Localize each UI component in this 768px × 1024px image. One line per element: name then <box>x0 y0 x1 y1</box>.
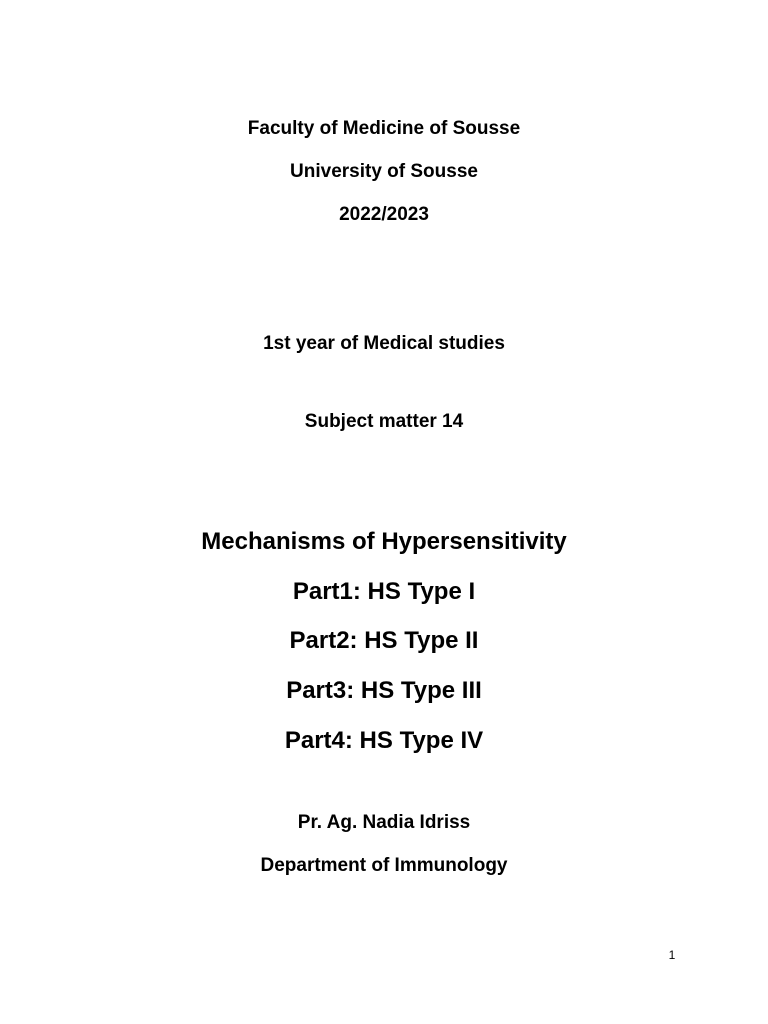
part-4-title: Part4: HS Type IV <box>284 727 484 754</box>
department-name: Department of Immunology <box>260 855 508 876</box>
study-year: 1st year of Medical studies <box>263 333 505 354</box>
page-number: 1 <box>668 948 676 962</box>
academic-year: 2022/2023 <box>339 204 429 225</box>
subject-matter: Subject matter 14 <box>304 411 464 432</box>
faculty-name: Faculty of Medicine of Sousse <box>247 118 521 139</box>
part-2-title: Part2: HS Type II <box>289 627 479 654</box>
part-3-title: Part3: HS Type III <box>286 677 482 704</box>
university-name: University of Sousse <box>290 161 478 182</box>
author-name: Pr. Ag. Nadia Idriss <box>297 812 471 833</box>
part-1-title: Part1: HS Type I <box>292 578 476 605</box>
document-title: Mechanisms of Hypersensitivity <box>201 528 567 555</box>
